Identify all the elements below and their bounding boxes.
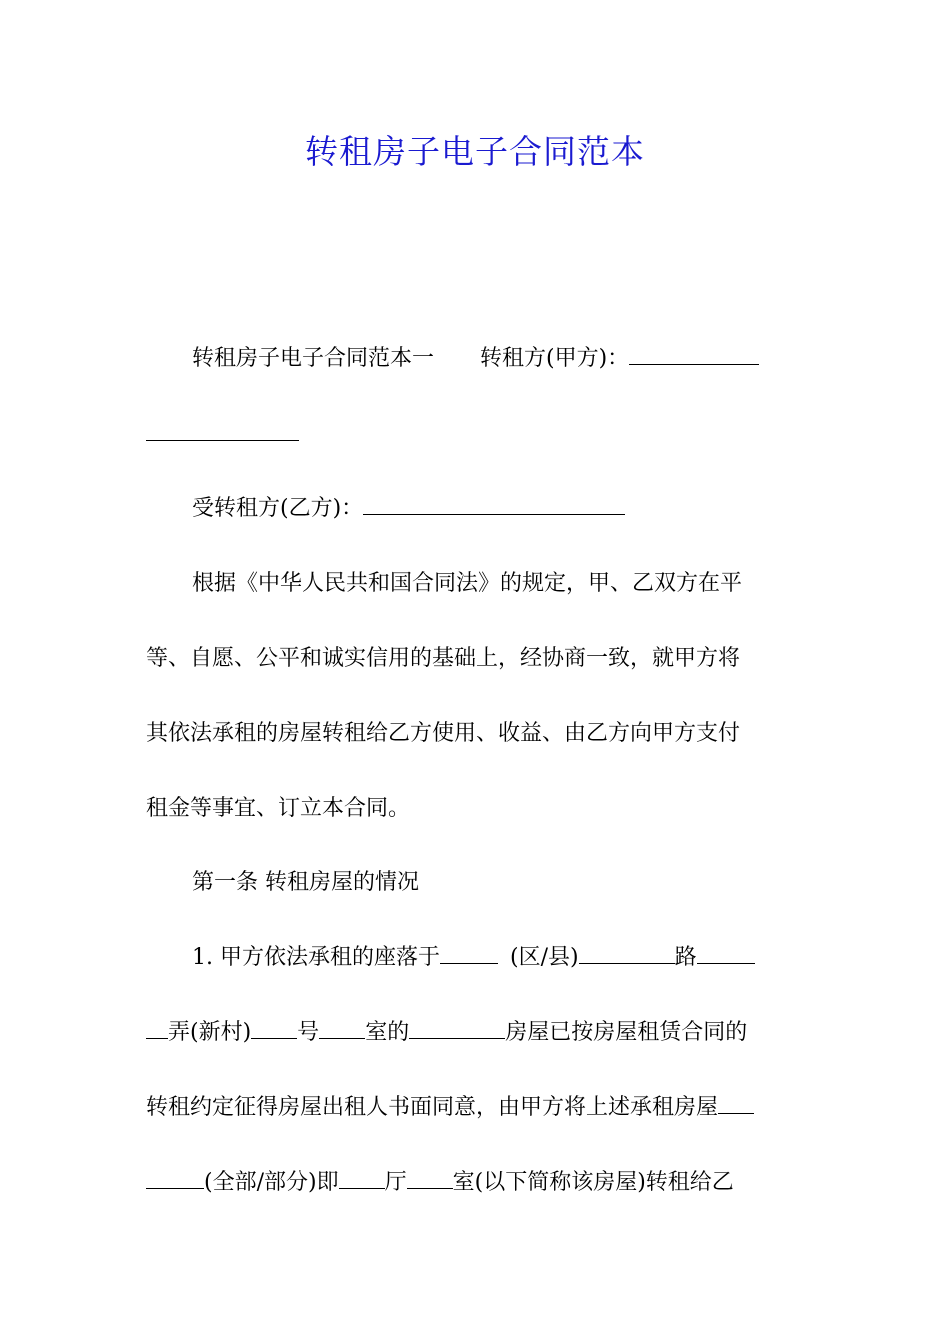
clause-1-line-3	[146, 1093, 806, 1123]
bedroom-blank	[407, 1168, 453, 1189]
party-a-blank	[629, 344, 759, 365]
clause-1-line-4	[146, 1168, 806, 1198]
document-title: 转租房子电子合同范本	[305, 132, 645, 171]
hall-blank	[339, 1168, 385, 1189]
party-a-blank-continued-line	[146, 420, 806, 450]
preamble-line-2: 等、自愿、公平和诚实信用的基础上，经协商一致，就甲方将	[146, 646, 741, 671]
road-blank	[579, 943, 675, 964]
clause-1-text-d: 弄(新村)	[168, 1020, 252, 1045]
clause-1-text-f: 室的	[365, 1020, 410, 1045]
clause-1-text-e: 号	[297, 1020, 320, 1045]
intro-heading: 转租房子电子合同范本一	[192, 346, 435, 371]
clause-1-text-c: 路	[674, 945, 697, 970]
preamble-line-1: 根据《中华人民共和国合同法》的规定，甲、乙双方在平	[192, 571, 743, 596]
clause-1-text-b: (区/县)	[509, 945, 579, 970]
lane-blank	[697, 943, 755, 964]
clause-1-line-2	[146, 1018, 806, 1048]
clause-1-text-a: 1. 甲方依法承租的座落于	[192, 945, 440, 970]
clause-1-text-i: (全部/部分)即	[204, 1170, 339, 1195]
scope-blank-continued	[146, 1168, 204, 1189]
party-a-blank-continued	[146, 420, 299, 441]
preamble-line-4: 租金等事宜、订立本合同。	[146, 796, 411, 821]
party-b-blank	[363, 494, 625, 515]
district-blank	[440, 943, 498, 964]
room-blank	[319, 1018, 365, 1039]
intro-line	[192, 344, 806, 374]
party-a-label: 转租方(甲方)：	[480, 346, 630, 371]
preamble-line-3: 其依法承租的房屋转租给乙方使用、收益、由乙方向甲方支付	[146, 721, 741, 746]
party-b-label: 受转租方(乙方)：	[192, 496, 364, 521]
party-b-line	[192, 494, 806, 524]
clause-1-text-h: 转租约定征得房屋出租人书面同意，由甲方将上述承租房屋	[146, 1095, 719, 1120]
number-blank	[251, 1018, 297, 1039]
clause-1-text-k: 室(以下简称该房屋)转租给乙	[452, 1170, 734, 1195]
lane-blank-continued	[146, 1018, 168, 1039]
article-1-heading: 第一条 转租房屋的情况	[192, 870, 419, 895]
clause-1-line-1	[192, 943, 806, 973]
clause-1-text-j: 厅	[384, 1170, 407, 1195]
house-type-blank	[409, 1018, 505, 1039]
clause-1-text-g: 房屋已按房屋租赁合同的	[505, 1020, 748, 1045]
scope-blank	[718, 1093, 754, 1114]
